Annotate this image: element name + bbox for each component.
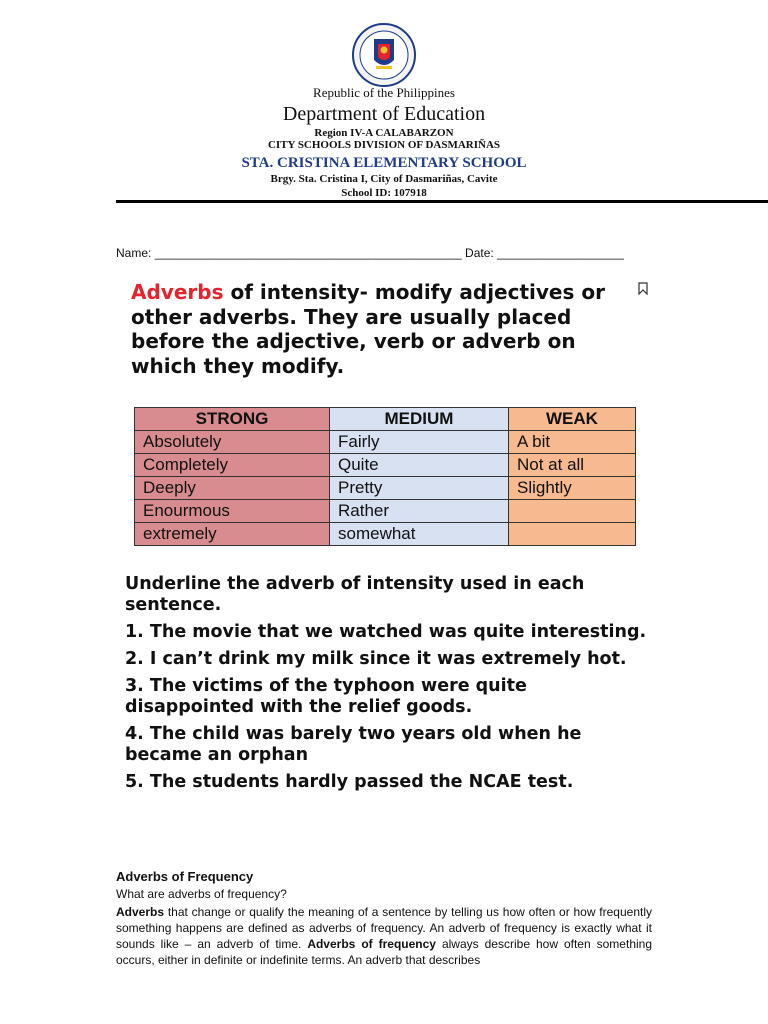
table-row <box>135 500 636 523</box>
date-blank[interactable]: ___________________ <box>497 246 624 260</box>
table-cell: Pretty <box>330 477 509 500</box>
frequency-paragraph <box>116 904 652 968</box>
table-cell: Fairly <box>330 431 509 454</box>
bold-term: Adverbs of frequency <box>307 937 436 951</box>
intensity-table <box>134 407 636 546</box>
table-row <box>135 477 636 500</box>
name-label: Name: <box>116 246 152 260</box>
table-cell: Rather <box>330 500 509 523</box>
exercise-item: 3. The victims of the typhoon were quite disappointed with the relief goods. <box>125 676 527 717</box>
table-row <box>135 454 636 477</box>
table-cell <box>509 523 636 546</box>
exercise-item: 4. The child was barely two years old when he became an orphan <box>125 724 582 765</box>
lesson-title <box>131 280 641 378</box>
table-cell: Absolutely <box>135 431 330 454</box>
republic-line: Republic of the Philippines <box>313 85 455 100</box>
table-header-row <box>135 408 636 431</box>
exercise-item: 1. The movie that we watched was quite interesting. <box>125 622 647 642</box>
table-cell: Not at all <box>509 454 636 477</box>
name-date-line <box>116 246 624 260</box>
table-row <box>135 431 636 454</box>
header-medium: MEDIUM <box>330 408 509 431</box>
paragraph-text: that change or qualify the meaning of a sentence by telling us how often or how frequently something happens are defined as adverbs of frequency. An adverb of frequency is exactly what it sounds like – an adverb of time. <box>116 905 652 951</box>
name-blank[interactable]: ______________________________________________ <box>154 246 462 260</box>
department-title: Department of Education <box>282 103 486 125</box>
table-cell: Deeply <box>135 477 330 500</box>
table-cell: Slightly <box>509 477 636 500</box>
exercise-instruction: Underline the adverb of intensity used in each sentence. <box>125 574 585 615</box>
exercise-item: 5. The students hardly passed the NCAE test. <box>125 772 574 792</box>
bold-term: Adverbs <box>116 905 165 919</box>
paragraph-text: always describe how often something occurs, either in definite or indefinite terms. An adverb that describes <box>116 937 653 967</box>
division-line: CITY SCHOOLS DIVISION OF DASMARIÑAS <box>267 139 501 151</box>
table-cell: Completely <box>135 454 330 477</box>
school-id: School ID: 107918 <box>341 187 427 199</box>
frequency-heading: Adverbs of Frequency <box>116 869 254 884</box>
table-cell: Enourmous <box>135 500 330 523</box>
frequency-question: What are adverbs of frequency? <box>116 887 287 901</box>
school-address: Brgy. Sta. Cristina I, City of Dasmariñas, Cavite <box>270 173 498 185</box>
table-cell <box>509 500 636 523</box>
region-line: Region IV-A CALABARZON <box>314 127 454 139</box>
table-cell: somewhat <box>330 523 509 546</box>
exercise-block <box>125 574 655 799</box>
deped-seal <box>347 22 421 88</box>
exercise-item: 2. I can’t drink my milk since it was extremely hot. <box>125 649 627 669</box>
title-text: of intensity- modify adjectives or other adverbs. They are usually placed before the adjective, verb or adverb on which they modify. <box>131 280 605 378</box>
table-cell: Quite <box>330 454 509 477</box>
title-keyword: Adverbs <box>131 280 224 304</box>
table-row <box>135 523 636 546</box>
header-divider <box>116 200 768 203</box>
header-weak: WEAK <box>509 408 636 431</box>
date-label: Date: <box>465 246 494 260</box>
table-cell: A bit <box>509 431 636 454</box>
table-cell: extremely <box>135 523 330 546</box>
seal-icon <box>347 22 421 88</box>
header-strong: STRONG <box>135 408 330 431</box>
school-name: STA. CRISTINA ELEMENTARY SCHOOL <box>241 155 527 171</box>
